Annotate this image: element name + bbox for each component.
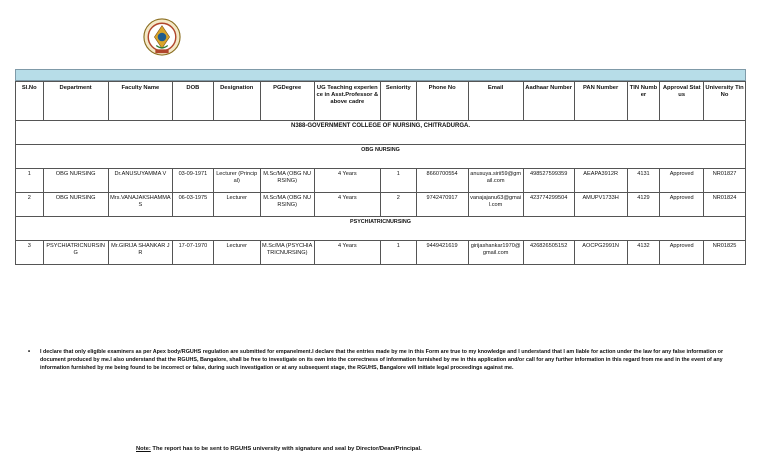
cell-designation: Lecturer (Principal) [213, 169, 260, 193]
col-header: Faculty Name [108, 82, 172, 121]
cell-email: vanajajanu63@gmail.com [468, 193, 523, 217]
table-row [16, 241, 746, 265]
cell-department: PSYCHIATRICNURSING [43, 241, 108, 265]
cell-name: Dr.ANUSUYAMMA V [108, 169, 172, 193]
cell-seniority: 2 [380, 193, 416, 217]
cell-aadhaar: 423774299504 [523, 193, 574, 217]
col-header: UG Teaching experience in Asst.Professor & above cadre [314, 82, 380, 121]
cell-email: anusuya.sirii59@gmail.com [468, 169, 523, 193]
col-header: Sl.No [16, 82, 44, 121]
cell-utin: NR01827 [704, 169, 746, 193]
college-row [16, 121, 746, 145]
cell-status: Approved [660, 169, 704, 193]
cell-sl: 1 [16, 169, 44, 193]
cell-aadhaar: 498527599359 [523, 169, 574, 193]
col-header: Aadhaar Number [523, 82, 574, 121]
department-row [16, 145, 746, 169]
col-header: Designation [213, 82, 260, 121]
note-text: The report has to be sent to RGUHS university with signature and seal by Director/Dean/Principal. [150, 446, 422, 452]
cell-experience: 4 Years [314, 169, 380, 193]
cell-experience: 4 Years [314, 241, 380, 265]
cell-department: OBG NURSING [43, 193, 108, 217]
cell-email: girijashankar1970@gmail.com [468, 241, 523, 265]
cell-pan: AMUPV1733H [574, 193, 627, 217]
col-header: DOB [172, 82, 213, 121]
cell-pgdegree: M.Sc/MA (OBG NURSING) [260, 169, 314, 193]
cell-aadhaar: 426826505152 [523, 241, 574, 265]
col-header: Email [468, 82, 523, 121]
cell-dob: 03-09-1971 [172, 169, 213, 193]
bullet-icon: • [28, 349, 31, 355]
col-header: TIN Number [627, 82, 660, 121]
cell-name: Mr.GIRIJA SHANKAR J R [108, 241, 172, 265]
cell-designation: Lecturer [213, 193, 260, 217]
footer-note [136, 446, 422, 452]
cell-tin: 4129 [627, 193, 660, 217]
cell-status: Approved [660, 241, 704, 265]
cell-dob: 06-03-1975 [172, 193, 213, 217]
table-header-row [16, 82, 746, 121]
department-heading: OBG NURSING [16, 145, 746, 169]
col-header: PGDegree [260, 82, 314, 121]
cell-tin: 4132 [627, 241, 660, 265]
table-row [16, 169, 746, 193]
cell-pan: AEAPA3912R [574, 169, 627, 193]
cell-phone: 9742470917 [416, 193, 468, 217]
header-bar [15, 69, 746, 81]
cell-seniority: 1 [380, 169, 416, 193]
note-label: Note: [136, 446, 151, 452]
cell-designation: Lecturer [213, 241, 260, 265]
faculty-table [15, 81, 746, 265]
declaration-block [28, 348, 728, 372]
cell-phone: 8660700554 [416, 169, 468, 193]
col-header: Approval Status [660, 82, 704, 121]
cell-status: Approved [660, 193, 704, 217]
cell-sl: 3 [16, 241, 44, 265]
cell-experience: 4 Years [314, 193, 380, 217]
cell-name: Mrs.VANAJAKSHAMMA S [108, 193, 172, 217]
col-header: Department [43, 82, 108, 121]
col-header: Phone No [416, 82, 468, 121]
declaration-text: I declare that only eligible examiners as per Apex body/RGUHS regulation are submitted for empanelment.I declare that the entries made by me in this Form are true to my knowledge and I understand that I am liable for action under the law for any false information or document produced by me.I also understand that the RGUHS, Bangalore, shall be free to investigate on its own into the correctness of information furnished by me in this application and/or call for any further information in this regard from me and in the event of any information furnished by me being found to be incorrect or false, during such investigation or at any subsequent stage, the RGUHS, Bangalore will initiate legal proceedings against me. [40, 349, 724, 371]
department-row [16, 217, 746, 241]
col-header: University Tin No [704, 82, 746, 121]
department-heading: PSYCHIATRICNURSING [16, 217, 746, 241]
cell-pan: AOCPG2991N [574, 241, 627, 265]
cell-dob: 17-07-1970 [172, 241, 213, 265]
cell-seniority: 1 [380, 241, 416, 265]
cell-pgdegree: M.Sc/MA (OBG NURSING) [260, 193, 314, 217]
cell-department: OBG NURSING [43, 169, 108, 193]
cell-utin: NR01824 [704, 193, 746, 217]
cell-phone: 9449421619 [416, 241, 468, 265]
rguhs-emblem-icon [143, 18, 181, 56]
col-header: PAN Number [574, 82, 627, 121]
college-name: N388-GOVERNMENT COLLEGE OF NURSING, CHITRADURGA. [16, 121, 746, 145]
col-header: Seniority [380, 82, 416, 121]
cell-tin: 4131 [627, 169, 660, 193]
cell-pgdegree: M.Sc/MA (PSYCHIATRICNURSING) [260, 241, 314, 265]
table-row [16, 193, 746, 217]
cell-utin: NR01825 [704, 241, 746, 265]
cell-sl: 2 [16, 193, 44, 217]
